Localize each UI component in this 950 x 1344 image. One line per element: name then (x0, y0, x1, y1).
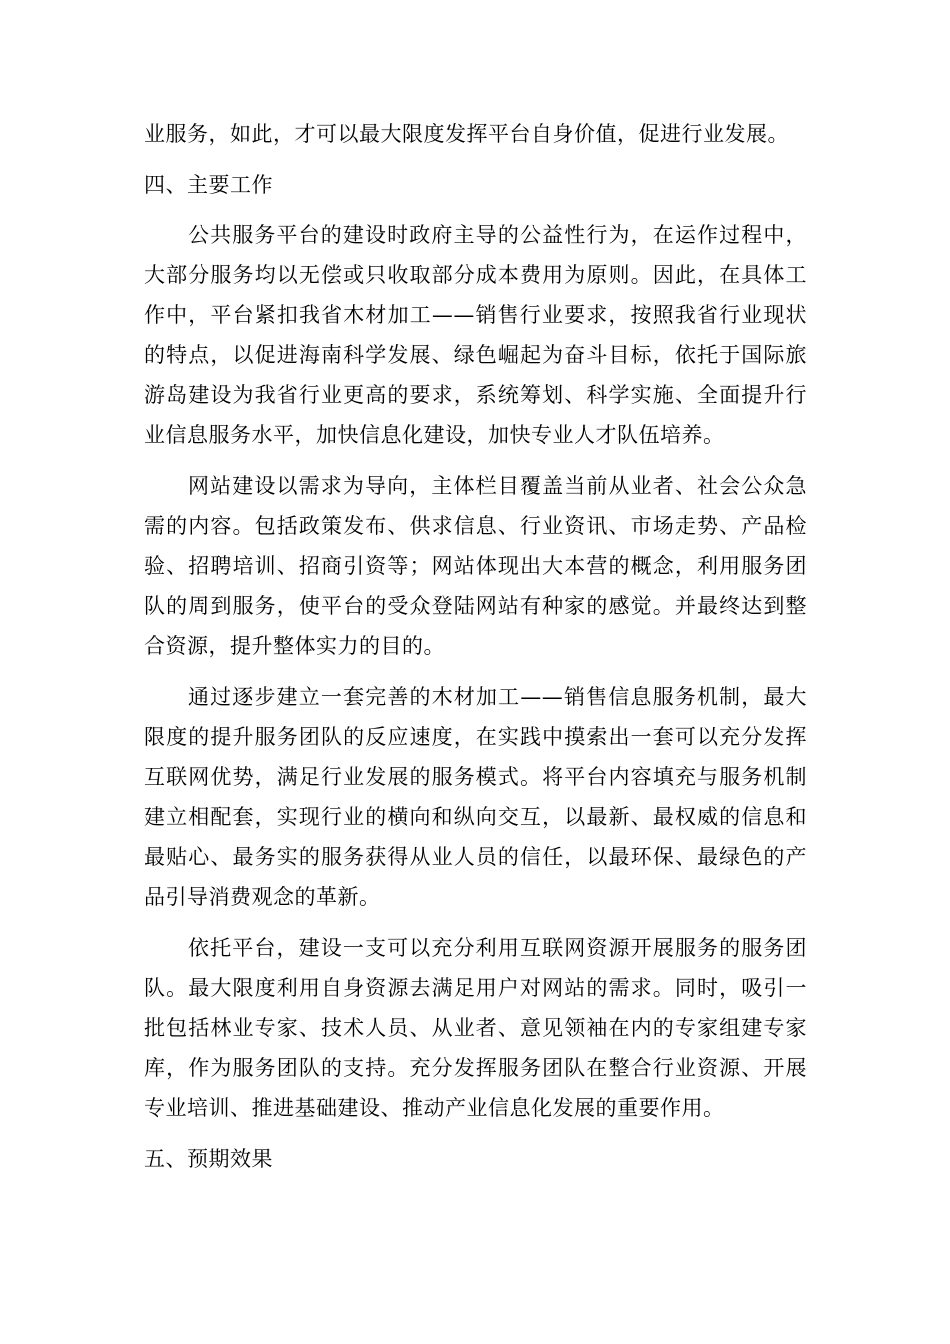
paragraph-line: 专业培训、推进基础建设、推动产业信息化发展的重要作用。 (144, 1096, 725, 1120)
paragraph-website-construction (144, 466, 807, 666)
continued-paragraph-line: 业服务，如此，才可以最大限度发挥平台自身价值，促进行业发展。 (144, 122, 789, 146)
paragraph-service-mechanism (144, 677, 807, 917)
paragraph-line: 网站建设以需求为导向，主体栏目覆盖当前从业者、社会公众急 (188, 474, 807, 498)
paragraph-line: 品引导消费观念的革新。 (144, 885, 381, 909)
paragraph-line: 建立相配套，实现行业的横向和纵向交互，以最新、最权威的信息和 (144, 805, 807, 829)
paragraph-line: 大部分服务均以无偿或只收取部分成本费用为原则。因此，在具体工 (144, 263, 807, 287)
paragraph-line: 最贴心、最务实的服务获得从业人员的信任，以最环保、最绿色的产 (144, 845, 807, 869)
paragraph-line: 需的内容。包括政策发布、供求信息、行业资讯、市场走势、产品检 (144, 514, 807, 538)
paragraph-line: 公共服务平台的建设时政府主导的公益性行为，在运作过程中， (188, 223, 807, 247)
document-page (144, 114, 807, 1189)
paragraph-line: 的特点，以促进海南科学发展、绿色崛起为奋斗目标，依托于国际旅 (144, 343, 807, 367)
paragraph-line: 队的周到服务，使平台的受众登陆网站有种家的感觉。并最终达到整 (144, 594, 807, 618)
paragraph-line: 依托平台，建设一支可以充分利用互联网资源开展服务的服务团 (188, 936, 807, 960)
paragraph-line: 队。最大限度利用自身资源去满足用户对网站的需求。同时，吸引一 (144, 976, 807, 1000)
paragraph-platform-nature (144, 215, 807, 455)
paragraph-line: 业信息服务水平，加快信息化建设，加快专业人才队伍培养。 (144, 423, 725, 447)
section-heading-expected-effect: 五、预期效果 (144, 1147, 273, 1171)
paragraph-line: 库，作为服务团队的支持。充分发挥服务团队在整合行业资源、开展 (144, 1056, 807, 1080)
paragraph-service-team (144, 928, 807, 1128)
paragraph-line: 作中，平台紧扣我省木材加工——销售行业要求，按照我省行业现状 (144, 303, 807, 327)
paragraph-line: 通过逐步建立一套完善的木材加工——销售信息服务机制，最大 (188, 685, 807, 709)
paragraph-line: 批包括林业专家、技术人员、从业者、意见领袖在内的专家组建专家 (144, 1016, 807, 1040)
paragraph-line: 验、招聘培训、招商引资等；网站体现出大本营的概念，利用服务团 (144, 554, 807, 578)
section-heading-main-work: 四、主要工作 (144, 173, 273, 197)
paragraph-line: 游岛建设为我省行业更高的要求，系统筹划、科学实施、全面提升行 (144, 383, 807, 407)
paragraph-line: 合资源，提升整体实力的目的。 (144, 634, 445, 658)
paragraph-line: 互联网优势，满足行业发展的服务模式。将平台内容填充与服务机制 (144, 765, 807, 789)
paragraph-line: 限度的提升服务团队的反应速度，在实践中摸索出一套可以充分发挥 (144, 725, 807, 749)
